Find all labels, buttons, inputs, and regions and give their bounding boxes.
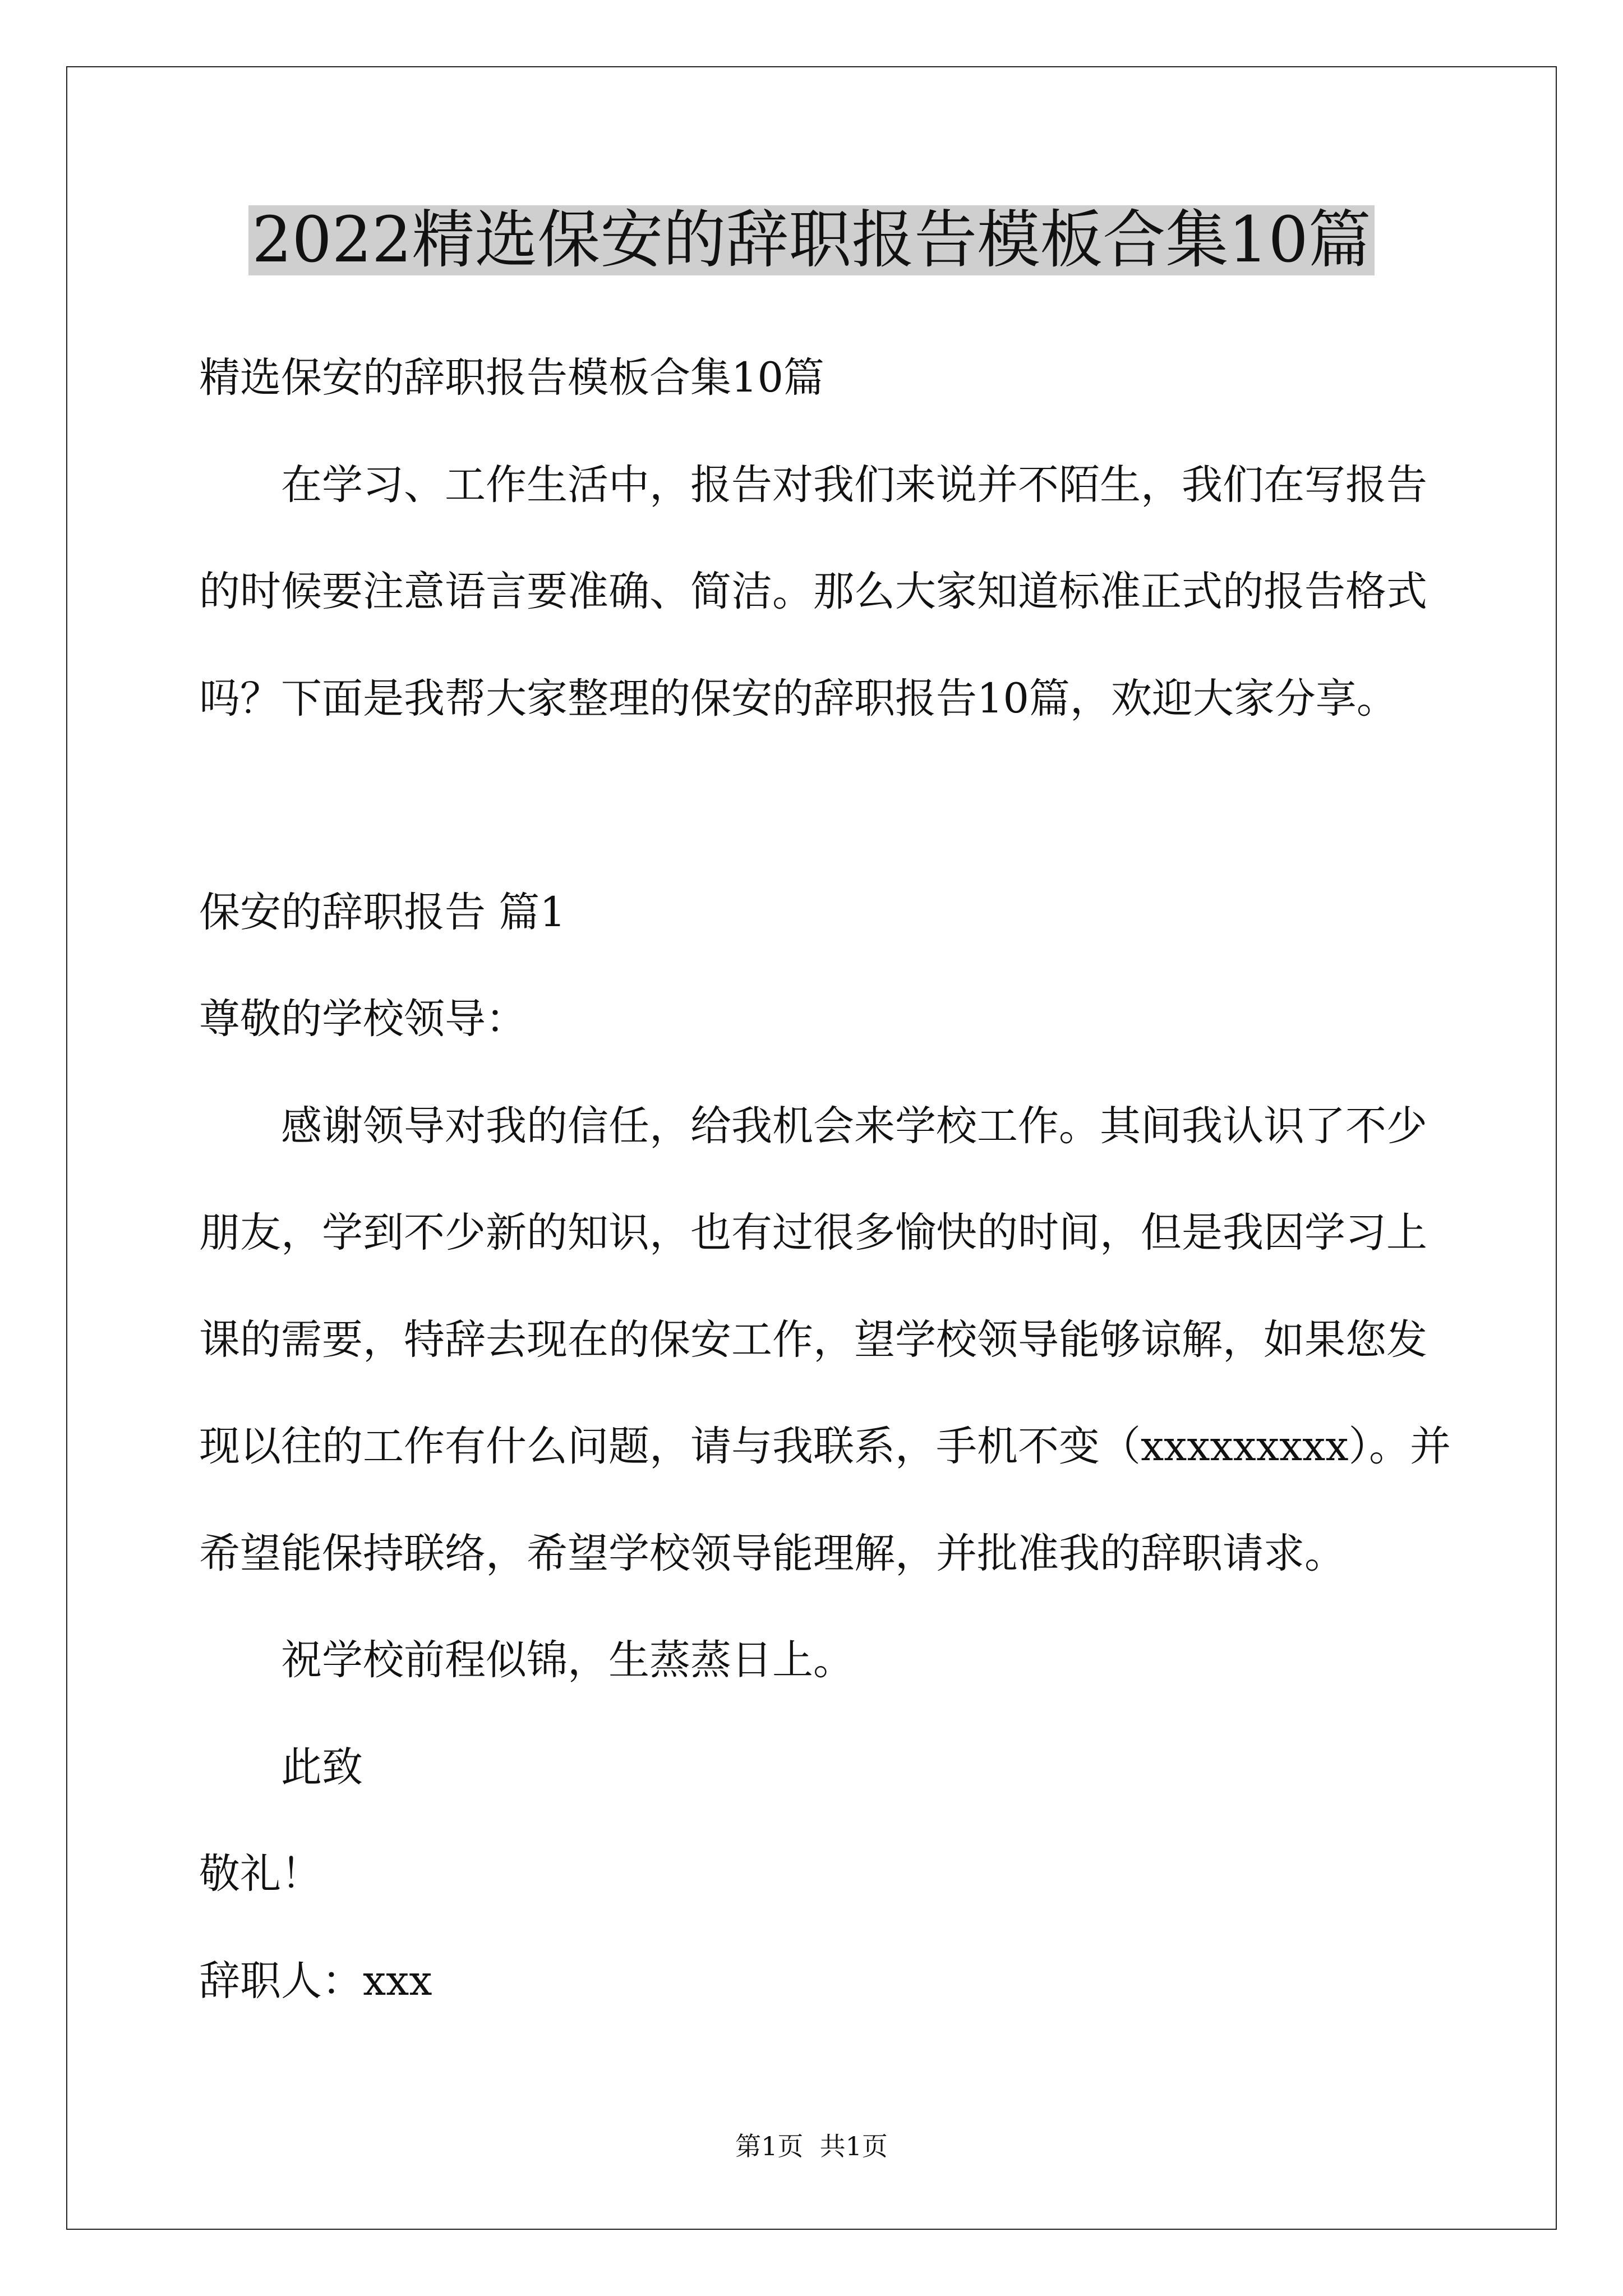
document-title: 2022精选保安的辞职报告模板合集10篇: [248, 205, 1375, 275]
blank-line: [199, 752, 1489, 859]
body-line: 朋友，学到不少新的知识，也有过很多愉快的时间，但是我因学习上: [199, 1209, 1427, 1257]
body-paragraph: [199, 1073, 1489, 1608]
body-line: 感谢领导对我的信任，给我机会来学校工作。其间我认识了不少: [281, 1102, 1427, 1150]
wish-line: 祝学校前程似锦，生蒸蒸日上。: [281, 1636, 854, 1684]
document-subtitle: 精选保安的辞职报告模板合集10篇: [199, 354, 824, 402]
document-body: [199, 325, 1489, 2035]
section-heading: 保安的辞职报告 篇1: [199, 888, 566, 936]
intro-line: 吗？下面是我帮大家整理的保安的辞职报告10篇，欢迎大家分享。: [199, 674, 1398, 723]
body-line: 希望能保持联络，希望学校领导能理解，并批准我的辞职请求。: [199, 1529, 1345, 1577]
salutation: 尊敬的学校领导：: [199, 995, 527, 1043]
closing-line-2: 敬礼！: [199, 1850, 322, 1898]
body-line: 现以往的工作有什么问题，请与我联系，手机不变（xxxxxxxxx）。并: [199, 1423, 1451, 1470]
intro-line: 的时候要注意语言要准确、简洁。那么大家知道标准正式的报告格式: [199, 568, 1427, 615]
body-line: 课的需要，特辞去现在的保安工作，望学校领导能够谅解，如果您发: [199, 1315, 1427, 1364]
signature-line: 辞职人：xxx: [199, 1957, 432, 2005]
intro-paragraph: [199, 432, 1489, 753]
page-footer: 第1页 共1页: [735, 2131, 888, 2161]
title-container: [0, 205, 1623, 275]
intro-line: 在学习、工作生活中，报告对我们来说并不陌生，我们在写报告: [281, 461, 1427, 509]
closing-line-1: 此致: [281, 1743, 363, 1791]
